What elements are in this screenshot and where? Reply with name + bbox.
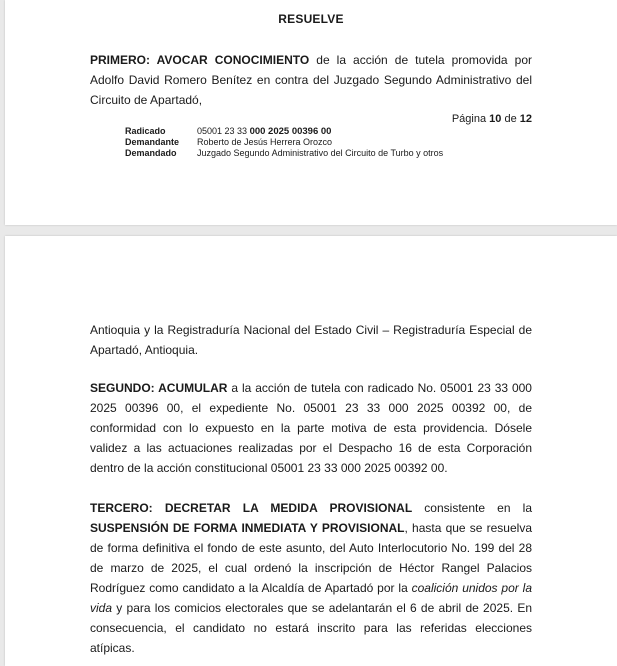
paragraph-segundo (90, 378, 532, 478)
radicado-prefix: 05001 23 33 (197, 126, 250, 136)
document-page-11 (5, 236, 617, 666)
paragraph-continuation: Antioquia y la Registraduría Nacional del Estado Civil – Registraduría Especial de Apartadó, Antioquia. (90, 323, 532, 357)
page-number-prefix: Página (451, 113, 490, 125)
demandante-value: Roberto de Jesús Herrera Orozco (197, 137, 333, 147)
tercero-label: TERCERO: DECRETAR LA MEDIDA PROVISIONAL (90, 501, 413, 515)
demandante-label: Demandante (125, 137, 180, 147)
demandante-row (125, 137, 443, 148)
paragraph-primero (90, 50, 532, 110)
paragraph-tercero (90, 498, 532, 658)
segundo-text: a la acción de tutela con radicado No. 05001 23 33 000 2025 00396 00, el expediente No. 05001 23 33 000 2025 00392 00, de conformidad con lo expuesto en la parte motiva de esta providencia. Dósele validez a las actuaciones realizadas por el Despacho 16 de esta Corporación dentro de la acción constitucional 05001 23 33 000 2025 00392 00. (90, 381, 532, 475)
primero-label: PRIMERO: AVOCAR CONOCIMIENTO (90, 53, 310, 67)
radicado-value (197, 126, 331, 137)
tercero-text-2: , hasta que se resuelva de forma definitiva el fondo de este asunto, del Auto Interlocutorio No. 199 del 28 de marzo de 2025, el cual ordenó la inscripción de Héctor Rangel Palacios Rodríguez como candidato a la Alcaldía de Apartadó por la (90, 521, 532, 595)
page-number (452, 113, 532, 125)
page-number-middle: de (501, 113, 520, 125)
demandado-row (125, 148, 443, 159)
tercero-text-3: y para los comicios electorales que se adelantarán el 6 de abril de 2025. En consecuencia, el candidato no estará inscrito para las referidas elecciones atípicas. (90, 601, 532, 655)
radicado-number: 000 2025 00396 00 (249, 126, 332, 137)
case-header (125, 126, 443, 159)
document-page-10 (5, 0, 617, 225)
resuelve-heading: RESUELVE (278, 12, 344, 26)
page-number-total: 12 (519, 113, 532, 125)
segundo-label: SEGUNDO: ACUMULAR (90, 381, 228, 395)
tercero-text-1: consistente en la (412, 501, 532, 515)
primero-text: de la acción de tutela promovida por Adolfo David Romero Benítez en contra del Juzgado Segundo Administrativo del Circuito de Apartadó, (90, 53, 533, 107)
radicado-row (125, 126, 443, 137)
demandado-label: Demandado (125, 148, 177, 158)
demandado-value: Juzgado Segundo Administrativo del Circuito de Turbo y otros (197, 148, 444, 158)
radicado-label: Radicado (125, 126, 166, 136)
page-number-current: 10 (489, 113, 502, 125)
tercero-bold-2: SUSPENSIÓN DE FORMA INMEDIATA Y PROVISIONAL (90, 521, 405, 535)
tercero-italic: coalición unidos por la vida (90, 581, 532, 615)
